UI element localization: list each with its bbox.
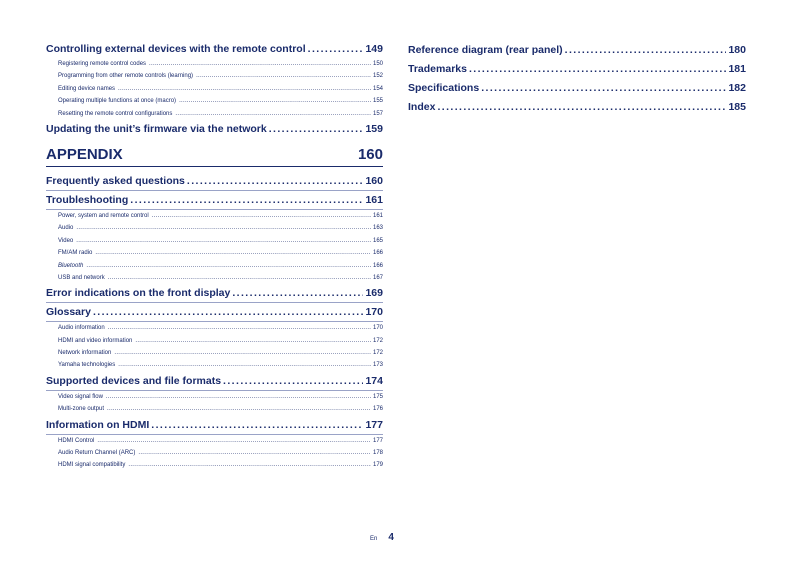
toc-entry[interactable] — [408, 98, 746, 116]
toc-left-column — [46, 40, 383, 472]
toc-top-section — [46, 41, 383, 138]
entry-page: 174 — [365, 374, 383, 387]
entry-page: 166 — [372, 250, 383, 257]
entry-page: 159 — [365, 122, 383, 135]
toc-subentry[interactable] — [46, 210, 383, 222]
dot-leader — [114, 347, 371, 359]
dot-leader — [95, 247, 371, 259]
toc-subentry[interactable] — [46, 83, 383, 95]
dot-leader — [86, 260, 371, 272]
entry-page: 149 — [365, 43, 383, 55]
dot-leader — [138, 447, 371, 459]
dot-leader — [269, 121, 364, 138]
dot-leader — [108, 272, 371, 284]
entry-page: 154 — [372, 85, 383, 92]
dot-leader — [128, 459, 371, 471]
dot-leader — [469, 60, 727, 78]
entry-title: Power, system and remote control — [58, 212, 149, 219]
entry-title: HDMI and video information — [58, 337, 133, 344]
toc-subentry[interactable] — [46, 108, 383, 120]
toc-subentry[interactable] — [46, 247, 383, 259]
entry-title: HDMI Control — [58, 437, 95, 444]
entry-page: 170 — [365, 306, 383, 319]
entry-page: 181 — [728, 63, 746, 75]
entry-title: Multi-zone output — [58, 406, 105, 413]
dot-leader — [93, 304, 364, 321]
toc-subentry[interactable] — [46, 435, 383, 447]
entry-page: 180 — [728, 44, 746, 56]
toc-entry[interactable] — [408, 60, 746, 78]
entry-page: 161 — [372, 212, 383, 219]
toc-entry[interactable] — [408, 79, 746, 97]
toc-subentry[interactable] — [46, 272, 383, 284]
entry-page: 172 — [372, 337, 383, 344]
dot-leader — [481, 79, 726, 97]
dot-leader — [565, 41, 727, 59]
entry-page: 170 — [372, 325, 383, 332]
page-number: 4 — [388, 532, 394, 543]
entry-title: Index — [408, 101, 436, 113]
entry-page: 165 — [372, 237, 383, 244]
toc-entry[interactable] — [46, 417, 383, 435]
entry-title: USB and network — [58, 274, 105, 281]
language-label: En — [370, 536, 378, 542]
entry-page: 178 — [372, 450, 383, 457]
entry-title: Registering remote control codes — [58, 61, 147, 67]
entry-title: Network information — [58, 350, 112, 357]
page-footer — [370, 532, 394, 543]
toc-subentry[interactable] — [46, 391, 383, 403]
dot-leader — [107, 403, 371, 415]
entry-title: HDMI signal compatibility — [58, 462, 126, 469]
entry-page: 169 — [365, 287, 383, 300]
appendix-page: 160 — [357, 145, 383, 163]
dot-leader — [308, 41, 364, 58]
dot-leader — [152, 210, 371, 222]
dot-leader — [130, 192, 363, 209]
dot-leader — [135, 335, 371, 347]
entry-page: 157 — [372, 110, 383, 117]
entry-title: Error indications on the front display — [46, 287, 231, 300]
entry-title: Reference diagram (rear panel) — [408, 44, 563, 56]
dot-leader — [151, 417, 363, 434]
entry-title: Video signal flow — [58, 393, 103, 400]
toc-subentry[interactable] — [46, 70, 383, 82]
entry-title: Information on HDMI — [46, 418, 150, 431]
toc-subentry[interactable] — [46, 359, 383, 371]
entry-title: Audio Return Channel (ARC) — [58, 450, 136, 457]
entry-title: Troubleshooting — [46, 193, 129, 206]
dot-leader — [106, 391, 371, 403]
entry-title: Controlling external devices with the remote control — [46, 43, 306, 55]
toc-subentry[interactable] — [46, 58, 383, 70]
dot-leader — [108, 322, 371, 334]
entry-page: 163 — [372, 225, 383, 232]
entry-title: Operating multiple functions at once (macro) — [58, 98, 177, 105]
toc-subentry[interactable] — [46, 95, 383, 107]
toc-subentry[interactable] — [46, 347, 383, 359]
toc-subentry[interactable] — [46, 335, 383, 347]
toc-entry[interactable] — [46, 192, 383, 210]
toc-subentry[interactable] — [46, 222, 383, 234]
entry-page: 167 — [372, 274, 383, 281]
entry-title: Supported devices and file formats — [46, 374, 222, 387]
dot-leader — [437, 98, 726, 116]
entry-page: 173 — [372, 362, 383, 369]
dot-leader — [76, 222, 371, 234]
entry-page: 155 — [372, 98, 383, 105]
toc-entry[interactable] — [46, 373, 383, 391]
appendix-title: APPENDIX — [46, 145, 123, 163]
toc-entry[interactable] — [408, 41, 746, 59]
entry-page: 152 — [372, 73, 383, 80]
appendix-entries — [46, 173, 383, 472]
entry-page: 166 — [372, 262, 383, 269]
entry-title: Resetting the remote control configurations — [58, 110, 173, 117]
entry-title: Audio information — [58, 325, 105, 332]
dot-leader — [187, 173, 364, 190]
entry-page: 160 — [365, 174, 383, 187]
toc-entry[interactable] — [46, 41, 383, 58]
entry-title: Frequently asked questions — [46, 174, 185, 187]
appendix-heading[interactable] — [46, 144, 383, 167]
dot-leader — [232, 285, 363, 302]
entry-page: 182 — [728, 82, 746, 94]
entry-title: Yamaha technologies — [58, 362, 116, 369]
entry-page: 176 — [372, 406, 383, 413]
entry-title: Updating the unit’s firmware via the network — [46, 122, 267, 135]
entry-title: Programming from other remote controls (learning) — [58, 73, 194, 80]
toc-subentry[interactable] — [46, 322, 383, 334]
dot-leader — [118, 83, 371, 95]
toc-entry[interactable] — [46, 304, 383, 322]
entry-page: 177 — [365, 418, 383, 431]
entry-page: 175 — [372, 393, 383, 400]
dot-leader — [97, 435, 371, 447]
entry-title: Trademarks — [408, 63, 467, 75]
entry-title: Bluetooth — [58, 262, 84, 269]
entry-page: 177 — [372, 437, 383, 444]
toc-subentry[interactable] — [46, 459, 383, 471]
toc-subentry[interactable] — [46, 447, 383, 459]
dot-leader — [196, 70, 371, 82]
toc-right-column — [408, 40, 746, 116]
toc-entry[interactable] — [46, 285, 383, 303]
toc-subentry[interactable] — [46, 235, 383, 247]
dot-leader — [118, 359, 371, 371]
entry-page: 172 — [372, 350, 383, 357]
entry-title: Glossary — [46, 306, 91, 319]
toc-entry[interactable] — [46, 121, 383, 138]
right-entries — [408, 41, 746, 116]
entry-title: Editing device names — [58, 85, 116, 92]
entry-title: Video — [58, 237, 74, 244]
entry-title: FM/AM radio — [58, 250, 93, 257]
entry-page: 161 — [365, 193, 383, 206]
dot-leader — [223, 373, 363, 390]
toc-subentry[interactable] — [46, 260, 383, 272]
entry-page: 185 — [728, 101, 746, 113]
dot-leader — [149, 58, 371, 70]
entry-title: Audio — [58, 225, 74, 232]
entry-title: Specifications — [408, 82, 480, 94]
entry-page: 179 — [372, 462, 383, 469]
dot-leader — [179, 95, 371, 107]
dot-leader — [175, 108, 371, 120]
toc-subentry[interactable] — [46, 403, 383, 415]
toc-entry[interactable] — [46, 173, 383, 191]
dot-leader — [76, 235, 371, 247]
entry-page: 150 — [372, 61, 383, 67]
